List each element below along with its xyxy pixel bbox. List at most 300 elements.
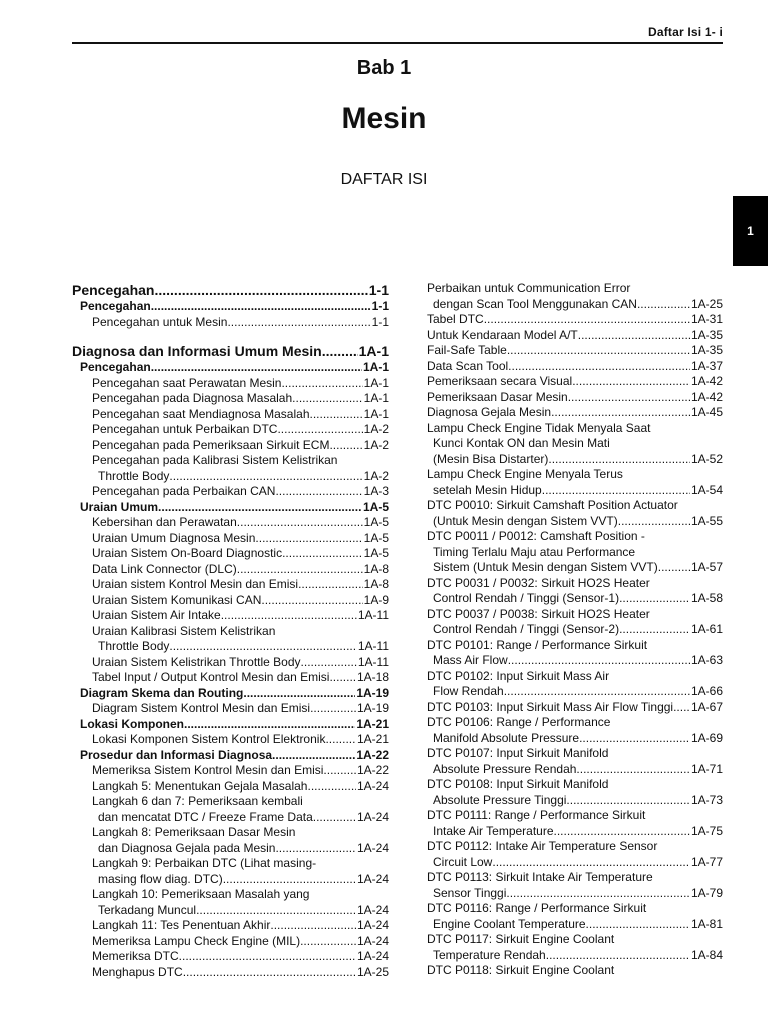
dot-leader [548, 452, 690, 468]
toc-entry-page: 1A-21 [356, 716, 389, 731]
dot-leader [282, 546, 363, 562]
dot-leader [586, 917, 690, 933]
dot-leader [313, 810, 356, 826]
dot-leader [551, 405, 690, 421]
toc-entry-title: Sensor Tinggi [433, 885, 507, 900]
dot-leader [277, 422, 362, 438]
toc-entry[interactable] [427, 498, 723, 514]
toc-entry-title: Langkah 9: Perbaikan DTC (Lihat masing- [92, 856, 317, 870]
toc-entry[interactable] [72, 686, 389, 702]
toc-entry-title: Pencegahan pada Diagnosa Masalah [92, 391, 293, 405]
toc-entry-title: Uraian sistem Kontrol Mesin dan Emisi [92, 577, 299, 591]
chapter-side-tab[interactable]: 1 [733, 196, 768, 266]
toc-entry-page: 1A-24 [356, 933, 389, 948]
dot-leader [237, 515, 363, 531]
toc-entry[interactable] [427, 343, 723, 359]
toc-entry-title: (Untuk Mesin dengan Sistem VVT) [433, 513, 618, 528]
toc-entry-page: 1A-75 [690, 823, 723, 838]
dot-leader [323, 763, 356, 779]
toc-entry[interactable] [72, 531, 389, 547]
toc-entry-page: 1-1 [371, 299, 389, 313]
toc-entry-page: 1A-3 [363, 484, 389, 498]
toc-entry-page: 1A-2 [363, 437, 389, 452]
toc-entry-page: 1-1 [368, 282, 389, 298]
toc-entry-title: DTC P0107: Input Sirkuit Manifold [427, 746, 609, 760]
toc-entry[interactable] [427, 839, 723, 855]
toc-entry-page: 1A-5 [363, 530, 389, 545]
toc-entry-title: Pencegahan untuk Perbaikan DTC [92, 422, 278, 436]
toc-entry-title: Lampu Check Engine Menyala Terus [427, 467, 623, 481]
toc-entry[interactable] [72, 608, 389, 624]
toc-entry-title: Flow Rendah [433, 684, 504, 698]
toc-entry-title: Tabel DTC [427, 312, 484, 326]
toc-entry[interactable] [427, 374, 723, 390]
toc-entry-page: 1A-19 [356, 701, 389, 715]
toc-entry-title: Timing Terlalu Maju atau Performance [433, 544, 636, 559]
dot-leader [227, 315, 370, 331]
toc-entry-page: 1A-24 [356, 918, 389, 932]
toc-entry-page: 1A-84 [690, 947, 723, 962]
toc-entry[interactable] [427, 436, 723, 452]
toc-entry-title: setelah Mesin Hidup [433, 482, 542, 497]
toc-entry-title: Throttle Body [98, 639, 170, 653]
toc-entry-title: Control Rendah / Tinggi (Sensor-1) [433, 591, 620, 605]
toc-entry-page: 1A-66 [690, 684, 723, 698]
toc-entry-title: Pencegahan pada Kalibrasi Sistem Kelistrikan [92, 453, 338, 467]
toc-entry-title: Menghapus DTC [92, 964, 183, 979]
toc-entry-page: 1A-79 [690, 885, 723, 900]
toc-entry-title: Uraian Sistem On-Board Diagnostic [92, 546, 283, 560]
toc-entry-title: Uraian Sistem Kelistrikan Throttle Body [92, 654, 301, 669]
toc-entry[interactable] [72, 825, 389, 841]
toc-entry[interactable] [72, 639, 389, 655]
toc-entry[interactable] [72, 577, 389, 593]
dot-leader [158, 500, 362, 516]
dot-leader [568, 390, 690, 406]
page-subtitle: DAFTAR ISI [340, 171, 428, 188]
toc-entry-title: Pencegahan [72, 282, 155, 298]
toc-entry-title: Diagnosa Gejala Mesin [427, 405, 552, 419]
dot-leader [275, 484, 362, 500]
toc-entry-page: 1A-24 [356, 902, 389, 917]
toc-entry-page: 1A-58 [690, 591, 723, 605]
toc-entry-page: 1A-24 [356, 840, 389, 855]
toc-entry-page: 1A-19 [356, 685, 389, 700]
toc-entry[interactable] [72, 593, 389, 609]
dot-leader [292, 391, 362, 407]
dot-leader [504, 684, 690, 700]
toc-entry[interactable] [72, 281, 389, 299]
dot-leader [658, 560, 690, 576]
toc-entry[interactable] [72, 918, 389, 934]
toc-entry[interactable] [427, 529, 723, 545]
toc-entry-title: DTC P0102: Input Sirkuit Mass Air [427, 668, 610, 683]
toc-entry-page: 1A-24 [356, 778, 389, 793]
toc-entry-title: Pemeriksaan secara Visual [427, 374, 573, 388]
toc-entry-title: Kebersihan dan Perawatan [92, 515, 237, 529]
toc-entry-title: Circuit Low [433, 854, 493, 869]
toc-entry-page: 1A-61 [690, 622, 723, 636]
toc-entry-page: 1A-63 [690, 653, 723, 667]
dot-leader [154, 281, 367, 299]
dot-leader [270, 918, 356, 934]
toc-entry-page: 1A-22 [356, 763, 389, 777]
toc-entry[interactable] [427, 793, 723, 809]
dot-leader [307, 779, 355, 795]
dot-leader [243, 686, 355, 702]
toc-entry[interactable] [427, 405, 723, 421]
toc-entry-page: 1A-71 [690, 761, 723, 776]
toc-entry-page: 1A-1 [363, 375, 389, 390]
dot-leader [329, 438, 362, 454]
toc-entry-title: Manifold Absolute Pressure [433, 730, 580, 745]
toc-entry-title: Uraian Kalibrasi Sistem Kelistrikan [92, 623, 276, 638]
toc-entry-page: 1A-2 [363, 422, 389, 436]
toc-entry-page: 1A-25 [356, 964, 389, 979]
toc-entry-page: 1A-55 [690, 513, 723, 528]
dot-leader [275, 841, 356, 857]
toc-entry-page: 1A-11 [357, 608, 389, 622]
toc-entry-title: Sistem (Untuk Mesin dengan Sistem VVT) [433, 560, 658, 574]
dot-leader [196, 903, 356, 919]
toc-entry-title: Uraian Sistem Air Intake [92, 608, 221, 622]
toc-entry-title: DTC P0106: Range / Performance [427, 715, 611, 729]
toc-entry[interactable] [72, 701, 389, 717]
toc-entry[interactable] [427, 560, 723, 576]
toc-entry-page: 1A-11 [357, 639, 389, 653]
toc-entry-title: Lampu Check Engine Tidak Menyala Saat [427, 420, 651, 435]
toc-entry-title: DTC P0117: Sirkuit Engine Coolant [427, 932, 615, 946]
dot-leader [151, 360, 362, 376]
dot-leader [492, 855, 690, 871]
toc-entry-title: Absolute Pressure Tinggi [433, 792, 567, 807]
toc-entry[interactable] [72, 315, 389, 331]
dot-leader [223, 872, 356, 888]
toc-entry-title: Pencegahan untuk Mesin [92, 314, 228, 329]
page-title: Mesin [341, 102, 427, 135]
toc-entry[interactable] [427, 669, 723, 685]
toc-entry[interactable] [72, 342, 389, 360]
toc-entry[interactable] [72, 360, 389, 376]
toc-entry[interactable] [427, 312, 723, 328]
toc-entry[interactable] [427, 762, 723, 778]
toc-entry-title: Memeriksa Sistem Kontrol Mesin dan Emisi [92, 763, 324, 777]
dot-leader [183, 965, 356, 981]
toc-entry-title: Data Scan Tool [427, 358, 509, 373]
toc-entry[interactable] [427, 591, 723, 607]
dot-leader [637, 297, 690, 313]
dot-leader [301, 655, 357, 671]
dot-leader [169, 469, 362, 485]
toc-entry-title: Diagram Sistem Kontrol Mesin dan Emisi [92, 701, 311, 715]
toc-entry[interactable] [72, 748, 389, 764]
toc-entry[interactable] [427, 901, 723, 917]
toc-entry[interactable] [427, 328, 723, 344]
toc-entry[interactable] [427, 514, 723, 530]
toc-entry[interactable] [427, 808, 723, 824]
toc-entry[interactable] [72, 624, 389, 640]
toc-entry[interactable] [72, 407, 389, 423]
dot-leader [566, 793, 690, 809]
toc-entry[interactable] [427, 855, 723, 871]
running-header: Daftar Isi 1- i [647, 25, 723, 39]
toc-entry-title: (Mesin Bisa Distarter) [433, 451, 549, 466]
toc-entry[interactable] [427, 731, 723, 747]
toc-entry-page: 1A-5 [363, 546, 389, 560]
toc-entry[interactable] [427, 886, 723, 902]
toc-entry-title: DTC P0111: Range / Performance Sirkuit [427, 808, 646, 822]
toc-entry-page: 1A-73 [690, 792, 723, 807]
toc-entry-title: Pencegahan pada Perbaikan CAN [92, 484, 276, 498]
toc-entry[interactable] [72, 655, 389, 671]
toc-entry[interactable] [427, 715, 723, 731]
dot-leader [673, 700, 690, 716]
toc-entry[interactable] [427, 390, 723, 406]
dot-leader [310, 407, 363, 423]
toc-entry[interactable] [72, 810, 389, 826]
toc-entry[interactable] [72, 422, 389, 438]
toc-right-column [427, 281, 723, 979]
toc-entry[interactable] [427, 607, 723, 623]
toc-entry-title: Uraian Umum [80, 499, 159, 514]
toc-entry-title: dan mencatat DTC / Freeze Frame Data [98, 809, 313, 824]
toc-entry[interactable] [427, 700, 723, 716]
toc-entry[interactable] [72, 469, 389, 485]
toc-entry-title: Langkah 8: Pemeriksaan Dasar Mesin [92, 825, 296, 839]
toc-entry-title: DTC P0031 / P0032: Sirkuit HO2S Heater [427, 575, 650, 590]
toc-entry[interactable] [72, 484, 389, 500]
toc-entry-title: masing flow diag. DTC) [98, 871, 223, 886]
toc-entry-title: Terkadang Muncul [98, 902, 197, 917]
dot-leader [619, 622, 690, 638]
toc-entry-title: Memeriksa DTC [92, 949, 179, 963]
dot-leader [484, 312, 690, 328]
toc-entry[interactable] [427, 746, 723, 762]
toc-entry[interactable] [72, 934, 389, 950]
toc-entry[interactable] [72, 841, 389, 857]
toc-entry-title: DTC P0101: Range / Performance Sirkuit [427, 637, 648, 652]
toc-entry-title: Kunci Kontak ON dan Mesin Mati [433, 436, 610, 450]
toc-entry[interactable] [427, 638, 723, 654]
toc-entry-page: 1A-1 [363, 406, 389, 421]
toc-entry-title: DTC P0118: Sirkuit Engine Coolant [427, 963, 615, 977]
toc-entry-page: 1A-25 [690, 296, 723, 311]
toc-entry-title: Prosedur dan Informasi Diagnosa [80, 747, 273, 762]
toc-entry-page: 1A-67 [690, 699, 723, 714]
toc-entry-page: 1A-42 [690, 389, 723, 404]
dot-leader [619, 591, 690, 607]
toc-entry[interactable] [72, 872, 389, 888]
toc-entry-page: 1A-52 [690, 451, 723, 466]
toc-entry-page: 1A-81 [690, 916, 723, 931]
toc-entry[interactable] [72, 763, 389, 779]
dot-leader [184, 717, 355, 733]
dot-leader [578, 328, 690, 344]
toc-entry[interactable] [72, 670, 389, 686]
dot-leader [281, 376, 362, 392]
toc-entry[interactable] [427, 932, 723, 948]
dot-leader [300, 934, 356, 950]
header-rule [72, 42, 723, 44]
toc-entry[interactable] [72, 500, 389, 516]
toc-entry[interactable] [427, 917, 723, 933]
toc-entry-title: DTC P0108: Input Sirkuit Manifold [427, 777, 609, 791]
toc-entry[interactable] [427, 483, 723, 499]
toc-entry[interactable] [427, 359, 723, 375]
dot-leader [310, 701, 356, 717]
toc-entry-title: Langkah 10: Pemeriksaan Masalah yang [92, 887, 310, 901]
dot-leader [506, 886, 690, 902]
toc-entry-title: Pencegahan saat Mendiagnosa Masalah [92, 406, 310, 421]
toc-entry[interactable] [72, 965, 389, 981]
dot-leader [507, 343, 690, 359]
toc-entry-title: DTC P0011 / P0012: Camshaft Position - [427, 529, 645, 543]
toc-entry[interactable] [72, 732, 389, 748]
dot-leader [508, 359, 690, 375]
toc-entry[interactable] [72, 376, 389, 392]
toc-entry-title: DTC P0103: Input Sirkuit Mass Air Flow Tinggi [427, 699, 674, 714]
chapter-label: Bab 1 [356, 57, 412, 79]
dot-leader [298, 577, 363, 593]
toc-entry[interactable] [72, 717, 389, 733]
toc-entry[interactable] [427, 824, 723, 840]
toc-entry[interactable] [72, 438, 389, 454]
toc-entry[interactable] [427, 777, 723, 793]
toc-entry-title: Pencegahan pada Pemeriksaan Sirkuit ECM [92, 437, 330, 452]
toc-entry[interactable] [427, 281, 723, 297]
toc-entry-title: DTC P0010: Sirkuit Camshaft Position Actuator [427, 498, 678, 512]
toc-entry-title: Lokasi Komponen [80, 716, 185, 731]
toc-entry-page: 1-1 [371, 314, 389, 329]
toc-entry-page: 1A-54 [690, 482, 723, 497]
toc-entry-title: Control Rendah / Tinggi (Sensor-2) [433, 622, 620, 636]
toc-left-column [72, 281, 389, 980]
toc-entry-title: Diagram Skema dan Routing [80, 685, 244, 700]
toc-entry-page: 1A-1 [363, 391, 389, 405]
toc-entry-title: Data Link Connector (DLC) [92, 561, 237, 576]
toc-entry-page: 1A-8 [363, 561, 389, 576]
toc-entry[interactable] [427, 576, 723, 592]
toc-entry-title: Perbaikan untuk Communication Error [427, 281, 631, 295]
toc-entry[interactable] [427, 963, 723, 979]
dot-leader [169, 639, 356, 655]
toc-entry-page: 1A-11 [357, 654, 389, 669]
toc-entry-title: Lokasi Komponen Sistem Kontrol Elektronik [92, 732, 326, 746]
toc-entry-page: 1A-18 [356, 670, 389, 684]
toc-entry-page: 1A-57 [690, 560, 723, 574]
toc-entry[interactable] [72, 391, 389, 407]
toc-entry-page: 1A-5 [363, 515, 389, 529]
dot-leader [542, 483, 690, 499]
dot-leader [329, 670, 356, 686]
toc-entry[interactable] [427, 297, 723, 313]
toc-entry[interactable] [72, 779, 389, 795]
toc-entry-title: Untuk Kendaraan Model A/T [427, 327, 578, 342]
toc-entry-page: 1A-77 [690, 854, 723, 869]
toc-entry-title: Throttle Body [98, 468, 170, 483]
toc-entry-title: Pencegahan [80, 360, 151, 374]
toc-entry-page: 1A-21 [356, 732, 389, 746]
dot-leader [151, 299, 371, 315]
toc-entry-page: 1A-69 [690, 730, 723, 745]
toc-entry[interactable] [427, 421, 723, 437]
toc-entry-page: 1A-37 [690, 358, 723, 373]
dot-leader [261, 593, 362, 609]
toc-entry-title: Langkah 5: Menentukan Gejala Masalah [92, 778, 308, 793]
dot-leader [546, 948, 690, 964]
toc-entry-title: DTC P0112: Intake Air Temperature Sensor [427, 839, 658, 853]
dot-leader [255, 531, 362, 547]
toc-entry-page: 1A-1 [362, 360, 389, 374]
toc-entry-title: Tabel Input / Output Kontrol Mesin dan Emisi [92, 670, 330, 684]
toc-entry[interactable] [427, 545, 723, 561]
toc-entry-title: Uraian Sistem Komunikasi CAN [92, 592, 262, 607]
toc-entry-page: 1A-9 [363, 592, 389, 607]
toc-entry[interactable] [72, 299, 389, 315]
dot-leader [554, 824, 690, 840]
toc-entry-title: Pemeriksaan Dasar Mesin [427, 389, 568, 404]
toc-entry-title: dengan Scan Tool Menggunakan CAN [433, 296, 637, 311]
toc-entry[interactable] [427, 948, 723, 964]
toc-entry-title: DTC P0113: Sirkuit Intake Air Temperature [427, 870, 653, 884]
toc-entry-page: 1A-22 [356, 747, 389, 762]
toc-entry[interactable] [427, 870, 723, 886]
toc-entry-page: 1A-45 [690, 405, 723, 419]
toc-entry-page: 1A-8 [363, 577, 389, 591]
toc-entry[interactable] [72, 903, 389, 919]
toc-entry-title: DTC P0037 / P0038: Sirkuit HO2S Heater [427, 606, 650, 621]
toc-entry[interactable] [72, 453, 389, 469]
toc-entry[interactable] [427, 684, 723, 700]
toc-entry[interactable] [72, 856, 389, 872]
toc-entry-title: Intake Air Temperature [433, 823, 554, 838]
dot-leader [179, 949, 356, 965]
toc-entry[interactable] [427, 622, 723, 638]
toc-entry-title: Langkah 6 dan 7: Pemeriksaan kembali [92, 794, 303, 808]
toc-entry-title: Engine Coolant Temperature [433, 916, 586, 931]
toc-entry[interactable] [427, 467, 723, 483]
toc-entry[interactable] [72, 794, 389, 810]
dot-leader [221, 608, 357, 624]
toc-entry-page: 1A-31 [690, 312, 723, 326]
toc-spacer [72, 330, 389, 342]
toc-entry[interactable] [427, 653, 723, 669]
toc-entry[interactable] [72, 949, 389, 965]
toc-entry[interactable] [72, 562, 389, 578]
toc-entry-title: Temperature Rendah [433, 947, 546, 962]
toc-entry-title: Diagnosa dan Informasi Umum Mesin [72, 343, 322, 359]
toc-entry-title: Pencegahan saat Perawatan Mesin [92, 375, 282, 390]
toc-entry-title: Pencegahan [80, 299, 151, 313]
toc-entry[interactable] [72, 515, 389, 531]
dot-leader [325, 732, 356, 748]
toc-entry-title: Mass Air Flow [433, 653, 508, 667]
toc-entry[interactable] [427, 452, 723, 468]
toc-entry-page: 1A-1 [358, 343, 389, 359]
toc-entry-title: Uraian Umum Diagnosa Mesin [92, 530, 256, 545]
dot-leader [576, 762, 690, 778]
dot-leader [618, 514, 690, 530]
toc-entry-page: 1A-24 [356, 949, 389, 963]
toc-entry-title: Fail-Safe Table [427, 343, 507, 357]
toc-entry-title: Absolute Pressure Rendah [433, 761, 577, 776]
toc-entry-page: 1A-24 [356, 809, 389, 824]
toc-entry[interactable] [72, 887, 389, 903]
toc-entry[interactable] [72, 546, 389, 562]
toc-entry-title: dan Diagnosa Gejala pada Mesin [98, 840, 276, 855]
dot-leader [272, 748, 355, 764]
dot-leader [508, 653, 690, 669]
